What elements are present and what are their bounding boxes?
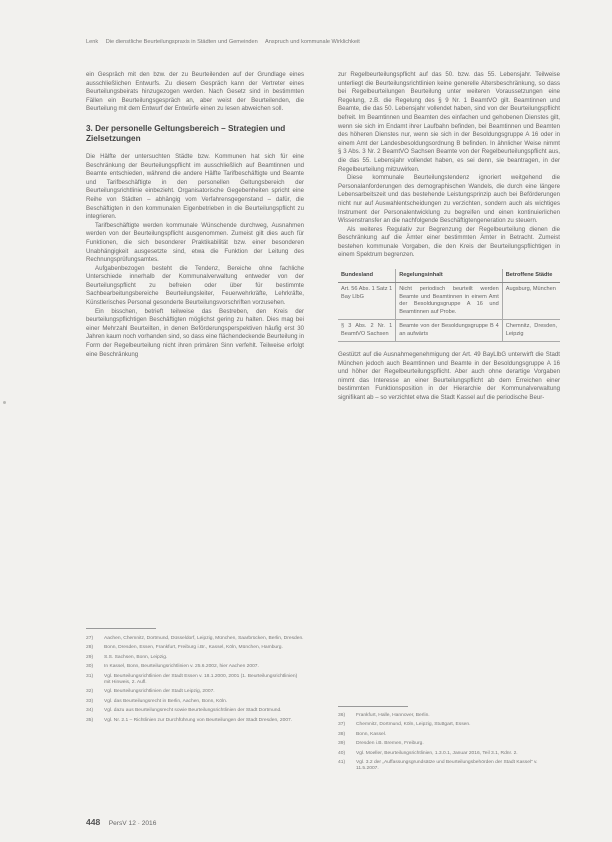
right-paragraph-1: zur Regelbeurteilungspflicht auf das 50. bzw. das 55. Lebensjahr. Teilweise unterliegt die Beurteilungsrichtlinien keine generelle Altersbeschränkung, so dass bei Regelbeurteilungen Beurteilung unter weiteren Voraussetzungen eine Regelung, z.B. die Regelung des § 9 Nr. 1 BeamtVO gilt. Beamtinnen und Beamte, die das 50. Lebensjahr vollendet haben, sind von der Beurteilungspflicht befreit. Im Beamtinnen und Beamten des einfachen und gehobenen Dienstes gilt, wenn sie sich im Endamt ihrer Laufbahn befinden, bei Beamtinnen und Beamten des höheren Dienstes nur, wenn sie sich in der Besoldungsgruppe A 16 oder in einem Amt der Landesbesoldungsordnung B befinden. In ähnlicher Weise nimmt § 3 Abs. 3 Nr. 2 BeamtVO Sachsen Beamte von der Regelbeurteilungspflicht aus, die das 55. Lebensjahr vollendet haben, es sei denn, sie beantragen, in der Regelbeurteilung mitzuwirken. — [338, 71, 560, 173]
right-after-table-paragraph: Gestützt auf die Ausnahmegenehmigung der Art. 49 BayLlbG unterwirft die Stadt München jedoch auch Beamtinnen und Beamte in der Besoldungsgruppe A 16 und höher der Regelbeurteilungspflicht. Aber auch ohne derartige Vorgaben nimmt das Interesse an einer Beurteilungspflicht ab dem Erreichen einer bestimmten Funktionsposition in der Hierarchie der Kommunalverwaltung signifikant ab – so verzichtet etwa die Stadt Kassel auf die periodische Beur- — [338, 350, 560, 401]
footnote: 33) Vgl. das Beurteilungsrecht in Berlin, Aachen, Bonn, Köln. — [86, 698, 228, 704]
footnote: 37) Chemnitz, Dortmund, Köln, Leipzig, Stuttgart, Essen. — [338, 722, 471, 728]
left-column — [86, 71, 304, 359]
footnote: 34) Vgl. dazu aus Beurteilungsrecht sowie Beurteilungsrichtlinien der Stadt Dortmund. — [86, 708, 282, 714]
left-paragraph-4: Ein bisschen, betrieft teilweise das Bestreben, den Kreis der beurteilungspflichtigen Beschäftigten möglichst gering zu halten. Dies mag bei einer Mehrzahl Beurteilten, in denen Beförderungsperspektiven häufig erst 30 Jahren kaum noch vorhanden sind, so dass eine flächendeckende Beurteilung in Form der Regelbeurteilung nicht ihren primären Sinn verfehlt. Teilweise erfolgt eine Beschränkung — [86, 307, 304, 358]
table-row — [338, 283, 560, 320]
running-head-section: Lenk — [86, 39, 99, 45]
table-cell: Augsburg, München — [502, 283, 560, 320]
left-intro-paragraph: ein Gespräch mit den bzw. der zu Beurteilenden auf der Grundlage eines ausschließlichen Entwurfs. Zu diesem Gespräch kann der Vertreter eines Beurteilungsbeirats hinzugezogen werden. Nach Gesetz sind in bestimmten Fällen ein Beurteilungsgespräch an, aber weist der Beurteilenden, die Beurteilung mit dem Entwurf der Entwürfe einen zu lesen abweichen soll. — [86, 71, 304, 113]
left-paragraph-1: Die Hälfte der untersuchten Städte bzw. Kommunen hat sich für eine Beschränkung der Beurteilungspflicht im ausschließlich auf Beamtinnen und Beamte entschieden, während die andere Hälfte Tarifbeschäftigte und Beamte und Tarifbeschäftigte in den personellen Geltungsbereich der Beurteilungsrichtlinie einbezieht. Organisatorische Gegebenheiten spricht eine Reihe von Städten – abhängig vom Verfahrensgegenstand – dafür, die Beschäftigten in den kommunalen Eigenbetrieben in die Beurteilungspflicht zu integrieren. — [86, 152, 304, 221]
table-header-cell: Betroffene Städte — [502, 269, 560, 283]
right-paragraph-3: Als weiteres Regulativ zur Begrenzung der Regelbeurteilung dienen die Beschränkung auf die Ämter einer bestimmten Ämter in Betracht. Zumeist bestehen kommunale Vorgaben, die den Kreis der Beurteilungspflichtigen in einem Spektrum begrenzen. — [338, 225, 560, 259]
page-number: 448 — [86, 817, 101, 827]
footnote: 39) Dresden i.B. Bremen, Freiburg. — [338, 741, 424, 747]
footnote: 41) Vgl. 3.2 der „Auffassungsgrundsätze und Beurteilungsbehörden der Stadt Kassel“ v. 11.5.2007. — [338, 760, 538, 772]
table-cell: Beamte von der Besoldungsgruppe B 4 an aufwärts — [396, 320, 503, 342]
footnote: 35) Vgl. Nr. 2.1 – Richtlinien zur Durchführung von Beurteilungen der Stadt Dresden, 2007. — [86, 717, 293, 723]
footnote: 38) Bonn, Kassel. — [338, 731, 387, 737]
journal-issue: PersV 12 · 2016 — [108, 820, 157, 827]
right-column — [338, 71, 560, 402]
scan-mark — [3, 401, 6, 404]
footnote: 36) Frankfurt, Halle, Hannover, Berlin. — [338, 713, 430, 718]
footnote: 27) Aachen, Chemnitz, Dortmund, Düsseldorf, Leipzig, München, Saarbrücken, Berlin, Dresden. — [86, 636, 304, 641]
footnote: 32) Vgl. Beurteilungsrichtlinien der Stadt Leipzig, 2007. — [86, 689, 215, 695]
running-head — [86, 39, 556, 45]
regulation-table — [338, 269, 560, 342]
table-cell: § 3 Abs. 2 Nr. 1 BeamtVO Sachsen — [338, 320, 396, 342]
left-footnote-rule — [86, 628, 156, 629]
table-header-cell: Bundesland — [338, 269, 396, 283]
table-row — [338, 320, 560, 342]
right-footnote-rule — [338, 706, 408, 707]
footnote: 28) Bonn, Dresden, Essen, Frankfurt, Freiburg i.Br., Kassel, Köln, München, Hamburg. — [86, 645, 283, 651]
page-footer — [86, 817, 156, 827]
table-cell: Nicht periodisch beurteilt werden Beamte und Beamtinnen in einem Amt der Besoldungsgruppe A 16 und Beamtinnen auf Probe. — [396, 283, 503, 320]
footnote: 30) In Kassel, Bonn, Beurteilungsrichtlinien v. 25.6.2002, hier Aachen 2007. — [86, 664, 259, 670]
left-footnotes — [86, 636, 304, 727]
table-header-row — [338, 269, 560, 283]
right-footnotes — [338, 713, 560, 776]
footnote: 29) S.S. Sachsen, Bonn, Leipzig. — [86, 654, 168, 660]
table-cell: Art. 56 Abs. 1 Satz 1 Bay LlbG — [338, 283, 396, 320]
footnote: 31) Vgl. Beurteilungsrichtlinien der Stadt Essen v. 18.1.2000, 2001 (1. Beurteilungsrichtlinien) mit Hinweis, 2. Aufl. — [86, 673, 298, 686]
right-paragraph-2: Diese kommunale Beurteilungstendenz ignoriert weitgehend die Personalanforderungen des demographischen Wandels, die durch eine längere Lebensarbeitszeit und das bestehende Leistungsprinzip auch bei Beförderungen nicht nur auf Auswahlentscheidungen zu verzichten, sondern auch als wichtiges Instrument der Personalentwicklung zu begreifen und einen kontinuierlichen Wissenstransfer an die nachfolgende Beschäftigtengeneration zu steuern. — [338, 174, 560, 225]
footnote: 40) Vgl. Moeller, Beurteilungsrichtlinien, 1.3.0.1, Januar 2016, Teil 3.1, Rdnr. 2. — [338, 750, 518, 756]
section-heading: 3. Der personelle Geltungsbereich – Strategien und Zielsetzungen — [86, 123, 286, 144]
table-header-cell: Regelungsinhalt — [396, 269, 503, 283]
table-cell: Chemnitz, Dresden, Leipzig — [502, 320, 560, 342]
left-paragraph-3: Aufgabenbezogen besteht die Tendenz, Bereiche ohne fachliche Unterschiede innerhalb der Kommunalverwaltung entweder von der Beurteilungspflicht zu befreien oder über für bestimmte Sachbearbeitungsbereiche Beurteilungsleiter, Feuerwehrkräfte, Lehrkräfte, Künstlerisches Personal gesonderte Beurteilungsvorschriften vorzusehen. — [86, 264, 304, 307]
running-head-title: Die dienstliche Beurteilungspraxis in Städten und Gemeinden — [105, 39, 258, 45]
running-head-subtitle: Anspruch und kommunale Wirklichkeit — [265, 39, 360, 45]
left-paragraph-2: Tarifbeschäftigte werden kommunale Wünschende durchweg, Ausnahmen werden von der Beurteilungspflicht ausgenommen. Zumeist gilt dies auch für Funktionen, die sich besonderer Praktikabilität bzw. einer besonderen Unabhängigkeit ausgesetzte sind, etwa die Funktion der Leitung des Rechnungsprüfungsamtes. — [86, 221, 304, 264]
